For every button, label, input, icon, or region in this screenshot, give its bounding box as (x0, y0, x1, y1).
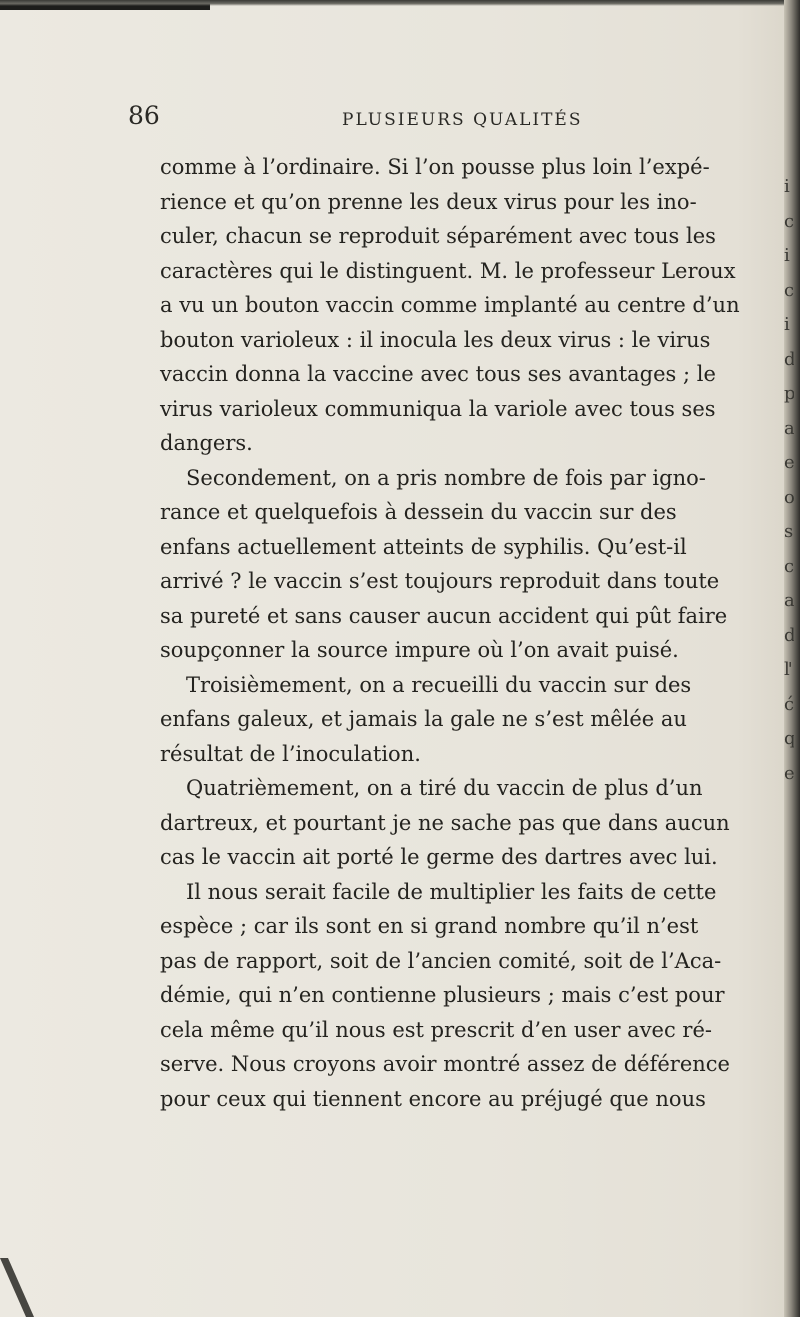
facing-page-fragments (784, 170, 794, 791)
text-line: dangers. (160, 431, 253, 455)
text-line: enfans actuellement atteints de syphilis. Qu’est-il (160, 534, 687, 559)
facing-page-fragment: d (784, 624, 794, 646)
text-line: bouton varioleux : il inocula les deux virus : le virus (160, 327, 711, 352)
text-line: rance et quelquefois à dessein du vaccin sur des (160, 500, 677, 524)
text-line: sa pureté et sans causer aucun accident qui pût faire (160, 603, 728, 628)
facing-page-fragment: c (784, 279, 793, 301)
paragraph-start-line: Il nous serait facile de multiplier les faits de cette (186, 879, 717, 904)
text-line: vaccin donna la vaccine avec tous ses avantages ; le (160, 362, 716, 386)
body-text (160, 150, 780, 1116)
text-line: arrivé ? le vaccin s’est toujours reproduit dans toute (160, 569, 720, 593)
facing-page-fragment: i (784, 245, 788, 266)
facing-page-fragment: e (784, 452, 793, 473)
text-line: caractères qui le distinguent. M. le professeur Leroux (160, 258, 736, 283)
text-line: comme à l’ordinaire. Si l’on pousse plus loin l’expé- (160, 155, 710, 179)
facing-page-fragment: s (784, 521, 792, 542)
facing-page-fragment: o (784, 486, 793, 508)
page-header (128, 101, 768, 141)
paragraph-start-line: Quatrièmement, on a tiré du vaccin de plus d’un (186, 776, 703, 800)
text-line: résultat de l’inoculation. (160, 741, 421, 766)
text-line: virus varioleux communiqua la variole avec tous ses (160, 396, 716, 421)
text-line: a vu un bouton vaccin comme implanté au centre d’un (160, 293, 740, 317)
scan-top-edge (0, 0, 800, 6)
facing-page-fragment: a (784, 590, 793, 611)
text-line: pour ceux qui tiennent encore au préjugé que nous (160, 1086, 706, 1111)
facing-page-fragment: e (784, 762, 793, 784)
paragraph-start-line: Troisièmement, on a recueilli du vaccin sur des (186, 672, 692, 697)
facing-page-fragment: ć (784, 693, 793, 715)
scan-corner-mark (0, 1258, 70, 1317)
facing-page-fragment: c (784, 555, 793, 577)
text-line: pas de rapport, soit de l’ancien comité, soit de l’Aca- (160, 948, 722, 973)
text-line: dartreux, et pourtant je ne sache pas que dans aucun (160, 810, 730, 835)
text-line: soupçonner la source impure où l’on avait puisé. (160, 638, 679, 662)
text-line: serve. Nous croyons avoir montré assez de déférence (160, 1052, 730, 1076)
facing-page-fragment: l' (784, 659, 791, 680)
text-line: démie, qui n’en contienne plusieurs ; mais c’est pour (160, 983, 725, 1007)
running-head: PLUSIEURS QUALITÉS (342, 110, 583, 130)
text-line: espèce ; car ils sont en si grand nombre qu’il n’est (160, 914, 699, 938)
text-line: enfans galeux, et jamais la gale ne s’est mêlée au (160, 707, 687, 731)
facing-page-fragment: p (784, 383, 794, 404)
facing-page-fragment: d (784, 348, 794, 370)
facing-page-fragment: i (784, 176, 788, 197)
text-line: cas le vaccin ait porté le germe des dartres avec lui. (160, 845, 718, 869)
paragraph-start-line: Secondement, on a pris nombre de fois par igno- (186, 465, 706, 490)
text-line: culer, chacun se reproduit séparément avec tous les (160, 224, 716, 248)
text-line: cela même qu’il nous est prescrit d’en user avec ré- (160, 1017, 712, 1042)
text-line: rience et qu’on prenne les deux virus pour les ino- (160, 189, 697, 214)
facing-page-fragment: c (784, 210, 793, 232)
facing-page-fragment: a (784, 417, 793, 439)
facing-page-fragment: q (784, 728, 794, 749)
page-number: 86 (128, 101, 160, 130)
facing-page-fragment: i (784, 314, 788, 335)
